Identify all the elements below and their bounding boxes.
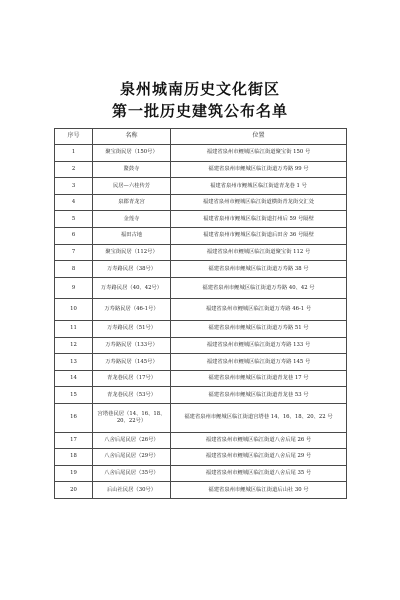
row-index: 1	[55, 145, 93, 162]
row-location: 福建省泉州市鲤城区临江街道万寿路 99 号	[171, 161, 347, 178]
row-location: 福建省泉州市鲤城区临江街道万寿路 38 号	[171, 261, 347, 278]
row-location: 福建省泉州市鲤城区临江街道万寿路 145 号	[171, 354, 347, 371]
header-name: 名称	[93, 129, 171, 145]
table-row	[55, 337, 347, 354]
table-row	[55, 432, 347, 449]
row-location: 福建省泉州市鲤城区临江街道宫塔巷 14、16、18、20、22 号	[171, 403, 347, 432]
table-row	[55, 194, 347, 211]
row-location: 福建省泉州市鲤城区临江街道横街青龙街交汇处	[171, 194, 347, 211]
row-index: 10	[55, 299, 93, 321]
row-location: 福建省泉州市鲤城区临江街道打州后 59 号隔壁	[171, 211, 347, 228]
row-index: 4	[55, 194, 93, 211]
row-location: 福建省泉州市鲤城区临江街道后山社 30 号	[171, 482, 347, 499]
row-location: 福建省泉州市鲤城区临江街道八舍后尾 26 号	[171, 432, 347, 449]
building-list-table	[54, 128, 347, 499]
document-subtitle: 第一批历史建筑公布名单	[111, 102, 288, 120]
row-location: 福建省泉州市鲤城区临江街道聚宝街 112 号	[171, 244, 347, 261]
row-name: 八舍后尾民居（29号）	[93, 449, 171, 466]
row-index: 17	[55, 432, 93, 449]
header-index: 序号	[55, 129, 93, 145]
table-row	[55, 161, 347, 178]
row-index: 18	[55, 449, 93, 466]
row-name: 宫塔巷民居（14、16、18、20、22号）	[93, 403, 171, 432]
row-index: 15	[55, 387, 93, 404]
row-name: 聚宝街民居（112号）	[93, 244, 171, 261]
row-name: 八舍后尾民居（35号）	[93, 465, 171, 482]
row-index: 9	[55, 277, 93, 299]
row-location: 福建省泉州市鲤城区临江街道青龙巷 17 号	[171, 370, 347, 387]
row-location: 福建省泉州市鲤城区临江街道青龙巷 1 号	[171, 178, 347, 195]
table-row	[55, 244, 347, 261]
row-name: 万寿路民居（46-1号）	[93, 299, 171, 321]
row-location: 福建省泉州市鲤城区临江街道万寿路 46-1 号	[171, 299, 347, 321]
row-index: 6	[55, 227, 93, 244]
row-name: 万寿路民居（145号）	[93, 354, 171, 371]
row-name: 后山社民居（30号）	[93, 482, 171, 499]
row-location: 福建省泉州市鲤城区临江街道八舍后尾 35 号	[171, 465, 347, 482]
row-name: 万寿路民居（133号）	[93, 337, 171, 354]
row-index: 8	[55, 261, 93, 278]
row-name: 万寿路民居（38号）	[93, 261, 171, 278]
row-index: 11	[55, 320, 93, 337]
row-name: 青龙巷民居（17号）	[93, 370, 171, 387]
table-row	[55, 387, 347, 404]
row-index: 2	[55, 161, 93, 178]
row-name: 金莲寺	[93, 211, 171, 228]
row-location: 福建省泉州市鲤城区临江街道聚宝街 150 号	[171, 145, 347, 162]
row-name: 福田古地	[93, 227, 171, 244]
building-list-table-container	[54, 128, 346, 499]
table-row	[55, 227, 347, 244]
row-index: 5	[55, 211, 93, 228]
row-name: 八舍后尾民居（26号）	[93, 432, 171, 449]
row-location: 福建省泉州市鲤城区临江街道青龙巷 53 号	[171, 387, 347, 404]
row-index: 12	[55, 337, 93, 354]
row-name: 万寿路民居（40、42号）	[93, 277, 171, 299]
row-name: 万寿路民居（51号）	[93, 320, 171, 337]
row-name: 民居—六桂传芳	[93, 178, 171, 195]
table-row	[55, 277, 347, 299]
row-index: 7	[55, 244, 93, 261]
row-index: 20	[55, 482, 93, 499]
table-row	[55, 178, 347, 195]
table-row	[55, 354, 347, 371]
row-name: 泉郡青龙宫	[93, 194, 171, 211]
table-row	[55, 449, 347, 466]
row-location: 福建省泉州市鲤城区临江街道八舍后尾 29 号	[171, 449, 347, 466]
row-name: 青龙巷民居（53号）	[93, 387, 171, 404]
row-location: 福建省泉州市鲤城区临江街道后田舍 36 号隔壁	[171, 227, 347, 244]
table-row	[55, 299, 347, 321]
row-index: 16	[55, 403, 93, 432]
table-row	[55, 370, 347, 387]
table-row	[55, 145, 347, 162]
row-location: 福建省泉州市鲤城区临江街道万寿路 133 号	[171, 337, 347, 354]
row-location: 福建省泉州市鲤城区临江街道万寿路 51 号	[171, 320, 347, 337]
document-title: 泉州城南历史文化街区	[119, 80, 280, 98]
document-title-block	[0, 78, 400, 122]
row-location: 福建省泉州市鲤城区临江街道万寿路 40、42 号	[171, 277, 347, 299]
table-row	[55, 465, 347, 482]
row-name: 鳌鼓寺	[93, 161, 171, 178]
row-index: 19	[55, 465, 93, 482]
table-row	[55, 261, 347, 278]
table-row	[55, 211, 347, 228]
table-row	[55, 320, 347, 337]
row-index: 13	[55, 354, 93, 371]
header-location: 位置	[171, 129, 347, 145]
table-row	[55, 482, 347, 499]
table-header-row	[55, 129, 347, 145]
table-row	[55, 403, 347, 432]
row-index: 14	[55, 370, 93, 387]
row-index: 3	[55, 178, 93, 195]
row-name: 聚宝街民居（150号）	[93, 145, 171, 162]
